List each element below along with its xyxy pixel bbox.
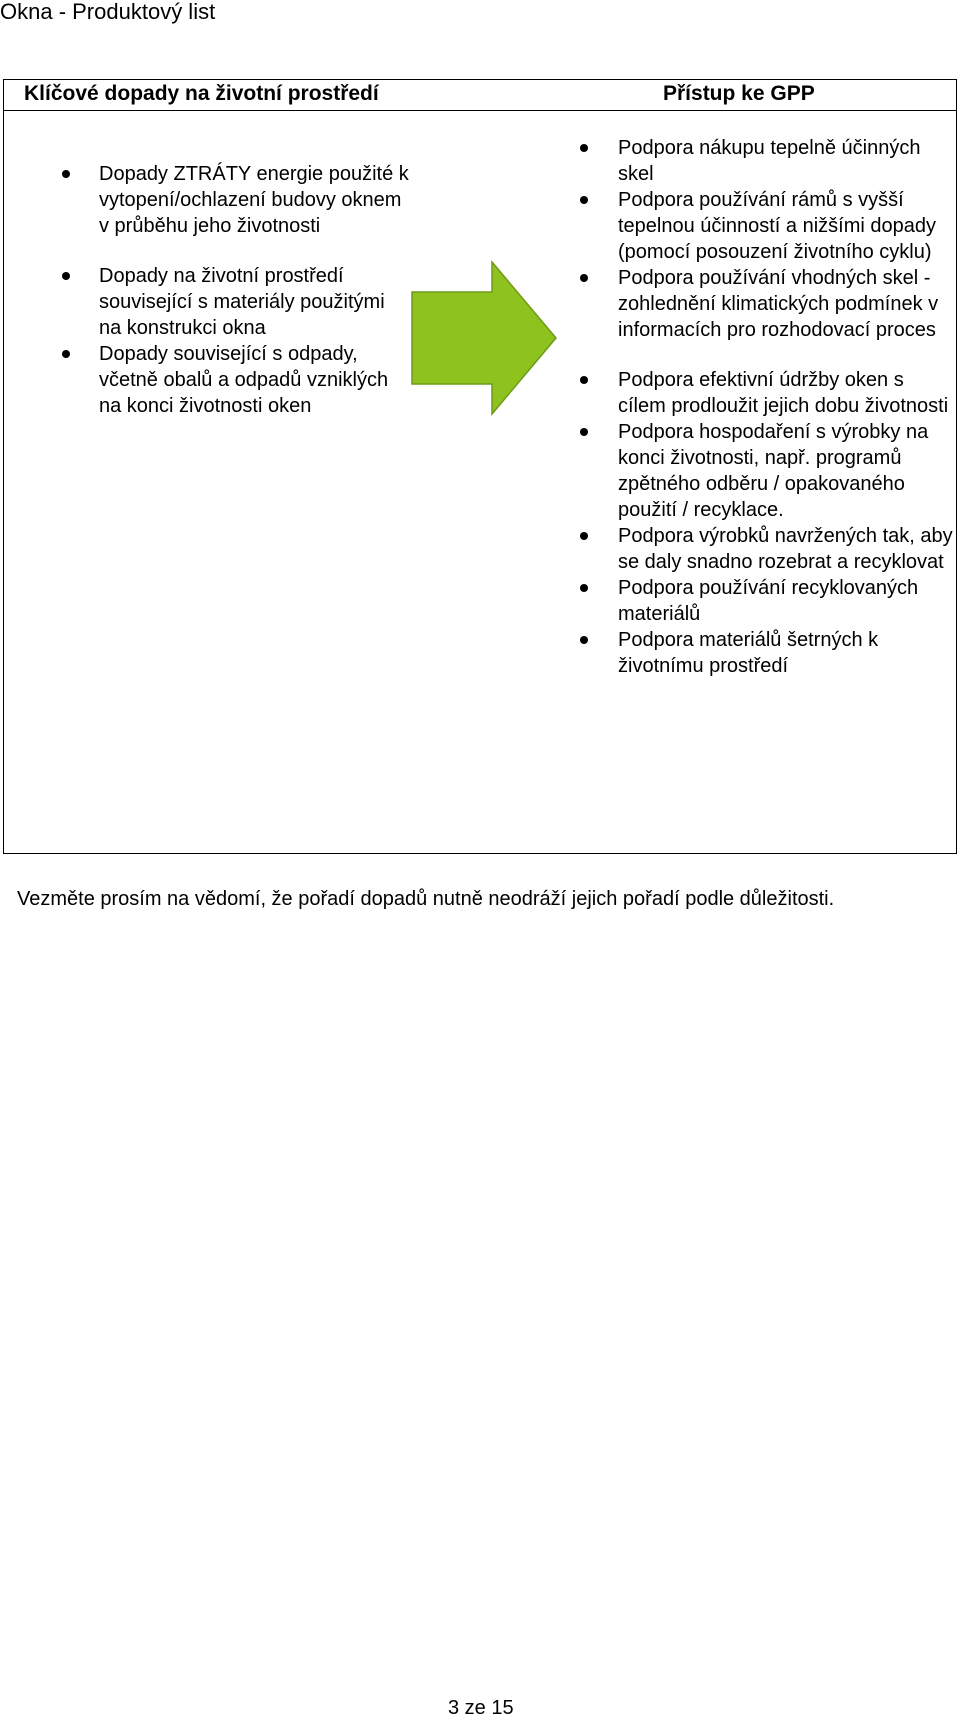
page-number: 3 ze 15 [448,1697,514,1719]
column-header-gpp: Přístup ke GPP [663,82,815,105]
gpp-item-text: Podpora hospodaření s výrobky na konci životnosti, např. programů zpětného odběru / opakovaného použití / recyklace. [618,421,929,521]
impact-item [99,161,409,239]
right-arrow-icon [410,260,558,416]
bullet-icon [580,584,588,592]
gpp-approach-list [618,135,953,679]
importance-footnote: Vezměte prosím na vědomí, že pořadí dopadů nutně neodráží jejich pořadí podle důležitosti. [17,888,835,910]
gpp-item-text: Podpora materiálů šetrných k životnímu prostředí [618,629,879,677]
gpp-item-text: Podpora používání recyklovaných materiálů [618,577,919,625]
impact-item [99,263,409,341]
impact-item [99,341,409,419]
gpp-item [618,523,953,575]
impacts-table [3,79,957,854]
impact-item-text: Dopady na životní prostředí související s materiály použitými na konstrukci okna [99,265,385,339]
impact-item-text: Dopady ZTRÁTY energie použité k vytopení/ochlazení budovy oknem v průběhu jeho životnosti [99,163,409,237]
impact-item-text: Dopady související s odpady, včetně obalů a odpadů vzniklých na konci životnosti oken [99,343,389,417]
bullet-icon [62,170,70,178]
bullet-icon [580,196,588,204]
gpp-item [618,575,953,627]
gpp-item [618,265,953,343]
gpp-item [618,135,953,187]
bullet-icon [580,376,588,384]
gpp-item-text: Podpora efektivní údržby oken s cílem prodloužit jejich dobu životnosti [618,369,949,417]
impacts-list [99,161,409,419]
bullet-icon [580,428,588,436]
gpp-item-text: Podpora výrobků navržených tak, aby se daly snadno rozebrat a recyklovat [618,525,953,573]
bullet-icon [580,532,588,540]
bullet-icon [580,274,588,282]
gpp-item-text: Podpora nákupu tepelně účinných skel [618,137,921,185]
right-arrow-icon-svg [410,260,558,416]
gpp-item-text: Podpora používání rámů s vyšší tepelnou účinností a nižšími dopady (pomocí posouzení životního cyklu) [618,189,936,263]
gpp-item [618,627,953,679]
bullet-icon [62,350,70,358]
column-header-impacts: Klíčové dopady na životní prostředí [24,82,379,105]
gpp-item [618,367,953,419]
bullet-icon [62,272,70,280]
table-header-divider [4,110,956,111]
gpp-item [618,419,953,523]
gpp-item-text: Podpora používání vhodných skel - zohlednění klimatických podmínek v informacích pro rozhodovací proces [618,267,939,341]
document-header-title: Okna - Produktový list [0,0,216,24]
gpp-item [618,187,953,265]
bullet-icon [580,144,588,152]
bullet-icon [580,636,588,644]
